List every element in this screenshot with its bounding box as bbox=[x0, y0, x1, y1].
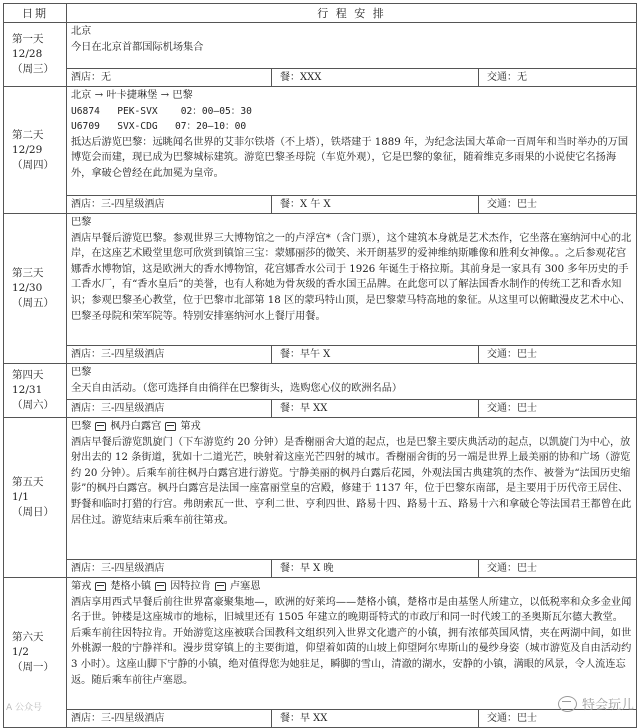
header-plan: 行 程 安 排 bbox=[67, 4, 637, 23]
plan-text: 全天自由活动。（您可选择自由徜徉在巴黎街头，选购您心仪的欧洲名品） bbox=[71, 382, 403, 394]
itinerary-table bbox=[3, 3, 637, 728]
plan-text: 抵达后游览巴黎：远眺闻名世界的艾菲尔铁塔（不上塔），铁塔建于 1889 年，为纪念法国大革命一百周年和当时举办的万国博览会而建，现已成为巴黎城标建筑。游览巴黎圣母院（车览外观），它是巴黎的象征，随着维克多雨果的小说使它名扬海外，拿破仑曾经在此加冕为皇帝。 bbox=[71, 136, 629, 179]
plan-cell bbox=[67, 418, 637, 578]
route-line bbox=[71, 579, 632, 595]
meal-info: 餐：早 X 晚 bbox=[272, 560, 479, 577]
plan-title: 巴黎 bbox=[71, 367, 92, 378]
car-icon bbox=[165, 422, 176, 431]
route-stop: 枫丹白露宫 bbox=[110, 421, 162, 432]
meal-info: 餐：早 XX bbox=[272, 710, 479, 727]
route-stop: 因特拉肯 bbox=[170, 581, 211, 592]
flight-line: U6709 SVX-CDG 07：20—10：00 bbox=[71, 121, 247, 133]
day-weekday: （周四） bbox=[12, 158, 54, 171]
car-icon bbox=[95, 422, 106, 431]
plan-title: 巴黎 bbox=[71, 217, 92, 228]
car-icon bbox=[155, 582, 166, 591]
hotel-info: 酒店：三-四星级酒店 bbox=[67, 710, 272, 727]
plan-line: 北京 bbox=[71, 26, 92, 37]
traffic-info: 交通：巴士 bbox=[487, 199, 537, 210]
traffic-info: 交通：巴士 bbox=[487, 403, 537, 414]
info-bar bbox=[67, 709, 636, 727]
day-weekday: （周五） bbox=[12, 297, 54, 309]
day-cell bbox=[4, 364, 67, 418]
car-icon bbox=[95, 582, 106, 591]
day-cell bbox=[4, 87, 67, 214]
hotel-info: 酒店：三-四星级酒店 bbox=[67, 560, 272, 577]
flight-line: U6874 PEK-SVX 02：00—05：30 bbox=[71, 105, 252, 117]
route-stop: 第戎 bbox=[71, 581, 92, 592]
plan-cell bbox=[67, 364, 637, 418]
info-bar bbox=[67, 345, 636, 363]
watermark-left: A 公众号 bbox=[6, 703, 43, 713]
day-weekday: （周三） bbox=[12, 63, 54, 75]
info-bar bbox=[67, 399, 636, 417]
day-label: 第五天 bbox=[12, 476, 44, 488]
day-row-3 bbox=[4, 214, 637, 364]
plan-text: 酒店早餐后游览凯旋门（下车游览约 20 分钟）是香榭丽舍大道的起点，也是巴黎主要庆典活动的起点，以凯旋门为中心，放射出去的 12 条街道，犹如十二道光芒，映射着这座光芒四射的城市。香榭丽舍街的另一端是世界上最美丽的协和广场（游览约 20 分钟）。后乘车前往枫丹白露宫进行游览。宁静美丽的枫丹白露后花园，外观法国古典建筑的杰作、被誉为“法国历史缩影”的枫丹白露宫。枫丹白露宫是法国一座富丽堂皇的宫殿，修建于 1137 年，位于巴黎东南部，是主要用于历代帝王居住、野餐和临时打猎的行宫。弗朗索瓦一世、亨利二世、亨利四世、路易十四、路易十五、路易十六和拿破仑等法国君王都曾在此居住过。游览结束后乘车前往第戎。 bbox=[71, 436, 632, 526]
route-stop: 巴黎 bbox=[172, 90, 193, 101]
hotel-info: 酒店：无 bbox=[67, 69, 272, 86]
route-stop: 北京 bbox=[71, 90, 92, 101]
day-row-6 bbox=[4, 578, 637, 728]
wechat-logo-icon bbox=[558, 696, 577, 712]
route-stop: 巴黎 bbox=[71, 421, 92, 432]
day-weekday: （周日） bbox=[12, 506, 54, 518]
header-date: 日期 bbox=[4, 4, 67, 23]
day-date: 12/29 bbox=[12, 143, 43, 156]
day-date: 1/1 bbox=[12, 491, 29, 503]
hotel-info: 酒店：三-四星级酒店 bbox=[67, 196, 272, 213]
plan-cell bbox=[67, 87, 637, 214]
route-line: 北京 → 叶卡捷琳堡 → 巴黎 bbox=[71, 90, 193, 101]
route-stop: 楚格小镇 bbox=[110, 581, 152, 592]
day-date: 12/31 bbox=[12, 384, 43, 396]
traffic-info: 交通：巴士 bbox=[487, 563, 537, 574]
day-cell bbox=[4, 23, 67, 87]
plan-cell bbox=[67, 23, 637, 87]
day-weekday: （周六） bbox=[12, 399, 54, 411]
day-cell bbox=[4, 214, 67, 364]
traffic-info: 交通：巴士 bbox=[487, 713, 537, 724]
day-label: 第三天 bbox=[12, 267, 44, 279]
meal-info: 餐：XXX bbox=[272, 69, 479, 86]
day-row-5 bbox=[4, 418, 637, 578]
header-row bbox=[4, 4, 637, 23]
meal-info: 餐：早 XX bbox=[272, 400, 479, 417]
day-label: 第二天 bbox=[12, 128, 44, 141]
info-bar bbox=[67, 68, 636, 86]
traffic-info: 交通：无 bbox=[487, 72, 527, 83]
plan-line: 今日在北京首都国际机场集合 bbox=[71, 41, 204, 53]
day-date: 1/2 bbox=[12, 646, 29, 658]
day-date: 12/30 bbox=[12, 282, 43, 294]
plan-text: 酒店享用西式早餐后前往世界富豪聚集地—，欧洲的好莱坞——楚格小镇，楚格市是由基堡人所建立，以低税率和众多金业闻名于世。钟楼是这座城市的地标，旧城里还有 1505 年建立的晚期哥特式的市政厅和同一时代竣工的圣奥斯瓦尔德大教堂。后乘车前往因特拉肯。开始游览这座被联合国教科文组织列入世界文化遗产的小镇，拥有浓郁英国风情，夹在两湖中间，如世外桃源一般的宁静祥和。漫步贯穿镇上的主要街道，仰望着如茵的山坡上仰望阿尔卑斯山的曼纱身姿（城市游览及自由活动约 3 小时）。这座山脚下宁静的小镇，绝对值得您为她驻足，瞬脚的雪山，清澈的湖水，安静的小镇，满眼的风景，令人流连忘返。随后乘车前往卢塞恩。 bbox=[71, 596, 632, 686]
day-date: 12/28 bbox=[12, 48, 43, 60]
info-bar bbox=[67, 195, 636, 213]
info-bar bbox=[67, 559, 636, 577]
traffic-info: 交通：巴士 bbox=[487, 349, 537, 360]
route-stop: 第戎 bbox=[180, 421, 201, 432]
meal-info: 餐：X 午 X bbox=[272, 196, 479, 213]
day-row-4 bbox=[4, 364, 637, 418]
watermark-right bbox=[558, 694, 634, 713]
plan-cell bbox=[67, 214, 637, 364]
route-line bbox=[71, 419, 632, 435]
day-row-1 bbox=[4, 23, 637, 87]
route-stop: 卢塞恩 bbox=[229, 581, 261, 592]
watermark-right-text: 特会玩儿 bbox=[581, 698, 634, 713]
day-row-2 bbox=[4, 87, 637, 214]
car-icon bbox=[215, 582, 226, 591]
hotel-info: 酒店：三-四星级酒店 bbox=[67, 346, 272, 363]
hotel-info: 酒店：三-四星级酒店 bbox=[67, 400, 272, 417]
day-label: 第四天 bbox=[12, 369, 44, 381]
day-cell bbox=[4, 418, 67, 578]
meal-info: 餐：早午 X bbox=[272, 346, 479, 363]
day-label: 第一天 bbox=[12, 33, 44, 45]
route-stop: 叶卡捷琳堡 bbox=[106, 90, 158, 101]
plan-cell bbox=[67, 578, 637, 728]
day-weekday: （周一） bbox=[12, 661, 54, 673]
day-label: 第六天 bbox=[12, 631, 44, 643]
plan-text: 酒店早餐后游览巴黎。参观世界三大博物馆之一的卢浮宫*（含门票），这个建筑本身就是艺术杰作，它坐落在塞纳河中心的北岸，在这座艺术殿堂里您可欣赏到镇馆三宝：蒙娜丽莎的微笑、米开朗基罗的爱神维纳斯雕像和胜利女神像。。之后参观花宫娜香水博物馆，这是欧洲大的香水博物馆，花宫娜香水公司于 1926 年诞生于格拉斯。其前身是一家具有 300 多年历史的手工香水厂，有“香水皇后”的美誉，也有人称她为骨灰级的香水国王品牌。在此您可以了解法国香水制作的传统工艺和香水知识；参观巴黎圣心教堂，位于巴黎市北部第 18 区的蒙玛特山顶，是巴黎蒙马特高地的象征。从这里可以俯瞰漫皮艺术中心、巴黎圣母院和荣军院等。特别安排塞纳河水上餐厅用餐。 bbox=[71, 232, 632, 322]
